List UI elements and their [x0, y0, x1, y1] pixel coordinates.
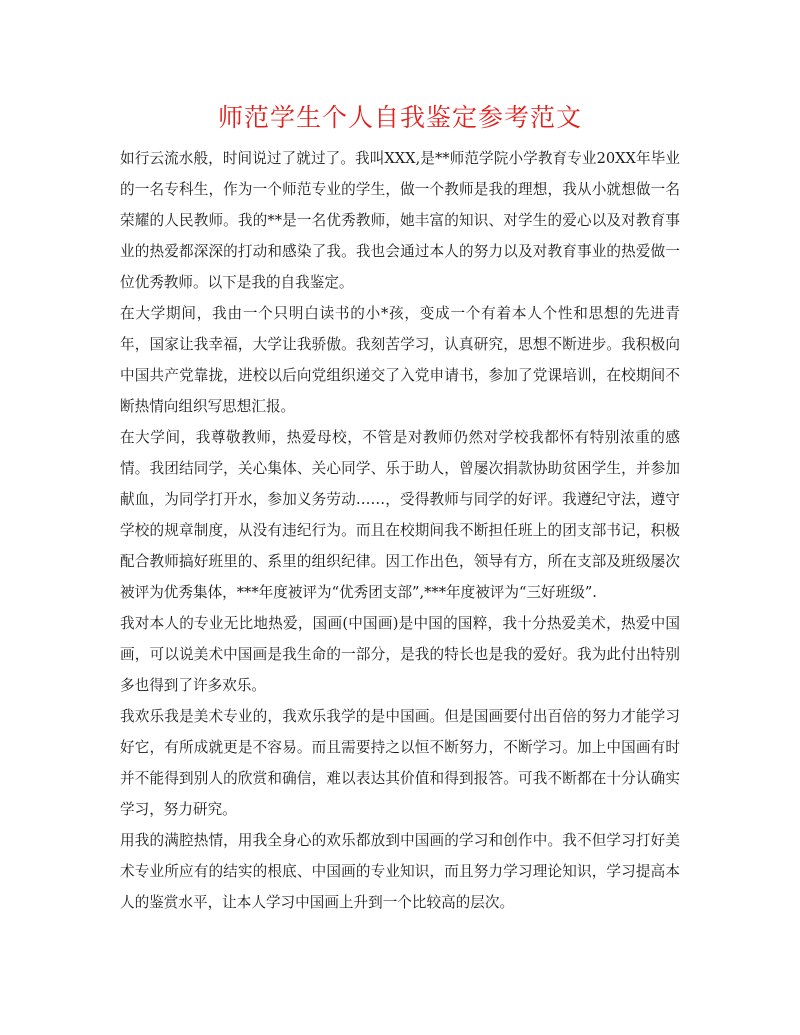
- paragraph-1: 如行云流水般，时间说过了就过了。我叫XXX,是**师范学院小学教育专业20XX年毕业的一名专科生，作为一个师范专业的学生，做一个教师是我的理想，我从小就想做一名荣耀的人民教师。我的**是一名优秀教师，她丰富的知识、对学生的爱心以及对教育事业的热爱都深深的打动和感染了我。我也会通过本人的努力以及对教育事业的热爱做一位优秀教师。以下是我的自我鉴定。: [120, 150, 680, 291]
- paragraph-5: 我欢乐我是美术专业的，我欢乐我学的是中国画。但是国画要付出百倍的努力才能学习好它，有所成就更是不容易。而且需要持之以恒不断努力，不断学习。加上中国画有时并不能得到别人的欣赏和确信，难以表达其价值和得到报答。可我不断都在十分认确实学习，努力研究。: [120, 708, 680, 818]
- paragraph-4: 我对本人的专业无比地热爱，国画(中国画)是中国的国粹，我十分热爱美术，热爱中国画，可以说美术中国画是我生命的一部分，是我的特长也是我的爱好。我为此付出特别多也得到了许多欢乐。: [120, 615, 680, 694]
- paragraph-2: 在大学期间，我由一个只明白读书的小*孩，变成一个有着本人个性和思想的先进青年，国家让我幸福，大学让我骄傲。我刻苦学习，认真研究，思想不断进步。我积极向中国共产党靠拢，进校以后向党组织递交了入党申请书，参加了党课培训，在校期间不断热情向组织写思想汇报。: [120, 305, 680, 415]
- paragraph-3: 在大学间，我尊敬教师，热爱母校，不管是对教师仍然对学校我都怀有特别浓重的感情。我团结同学，关心集体、关心同学、乐于助人，曾屡次捐款协助贫困学生，并参加献血，为同学打开水，参加义务劳动……，受得教师与同学的好评。我遵纪守法，遵守学校的规章制度，从没有违纪行为。而且在校期间我不断担任班上的团支部书记，积极配合教师搞好班里的、系里的组织纪律。因工作出色，领导有方，所在支部及班级屡次被评为优秀集体，***年度被评为“优秀团支部”,***年度被评为“三好班级”.: [120, 429, 680, 601]
- paragraph-6: 用我的满腔热情，用我全身心的欢乐都放到中国画的学习和创作中。我不但学习打好美术专业所应有的结实的根底、中国画的专业知识，而且努力学习理论知识，学习提高本人的鉴赏水平，让本人学习中国画上升到一个比较高的层次。: [120, 832, 680, 911]
- document-body: [120, 143, 680, 918]
- document-title: 师范学生个人自我鉴定参考范文: [217, 103, 582, 132]
